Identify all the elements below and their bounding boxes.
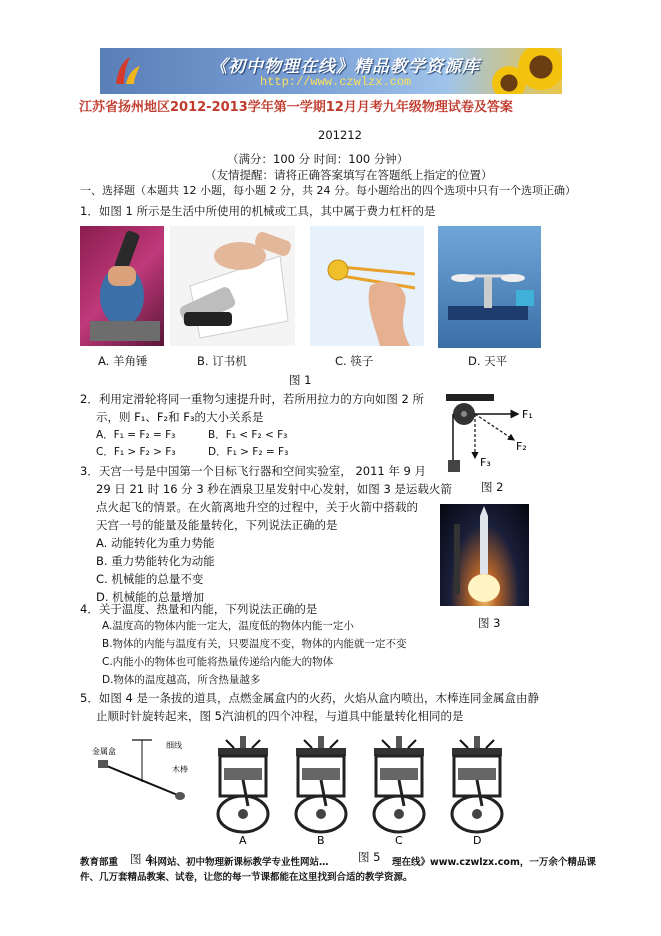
footer-line1-right: 理在线》www.czwlzx.com，一万余个精品课 xyxy=(392,857,596,868)
q4-option-d: D.物体的温度越高，所含热量越多 xyxy=(102,674,261,686)
f2-label: F₂ xyxy=(516,440,527,453)
engine-cylinder-icon xyxy=(296,736,346,832)
metal-box-label: 金属盒 xyxy=(92,747,116,756)
footer-line1-mid: 科网站、初中物理新课标教学专业性网站… xyxy=(148,857,329,868)
q4-stem: 4．关于温度、热量和内能，下列说法正确的是 xyxy=(80,602,318,616)
pulley-diagram xyxy=(442,392,552,480)
stapler-icon xyxy=(170,226,295,346)
q3-line4: 天宫一号的能量及能量转化，下列说法正确的是 xyxy=(96,518,338,532)
stapler-photo xyxy=(170,226,295,346)
figure-1-caption: 图 1 xyxy=(289,373,312,387)
section-heading: 一、选择题（本题共 12 小题，每小题 2 分，共 24 分。每小题给出的四个选项中只有一个选项正确） xyxy=(80,184,576,197)
exam-date: 201212 xyxy=(318,128,362,142)
engine-label-d: D xyxy=(473,834,482,846)
q3-option-c: C. 机械能的总量不变 xyxy=(96,572,204,586)
q1-option-a: A. 羊角锤 xyxy=(98,354,148,368)
hammer-icon xyxy=(80,226,164,346)
footer-line1-left: 教育部重 xyxy=(80,857,119,868)
engine-cylinder-icon xyxy=(218,736,268,832)
f1-label: F₁ xyxy=(522,408,533,421)
chopsticks-icon xyxy=(310,226,424,346)
q5-line2: 止顺时针旋转起来，图 5汽油机的四个冲程，与道具中能量转化相同的是 xyxy=(96,709,464,723)
q1-stem: 1．如图 1 所示是生活中所使用的机械或工具，其中属于费力杠杆的是 xyxy=(80,204,436,218)
sunflower-decoration-icon xyxy=(492,66,526,94)
document-title: 江苏省扬州地区2012-2013学年第一学期12月月考九年级物理试卷及答案 xyxy=(79,100,513,115)
q2-option-b: B．F₁ < F₂ < F₃ xyxy=(208,429,288,441)
engine-cylinder-icon xyxy=(452,736,502,832)
banner-url: http://www.czwlzx.com xyxy=(260,75,412,89)
spinning-prop-diagram xyxy=(92,734,202,832)
f3-label: F₃ xyxy=(480,456,491,469)
score-info: （满分：100 分 时间：100 分钟） xyxy=(227,152,409,166)
banner-title: 《初中物理在线》精品教学资源库 xyxy=(210,57,480,77)
q2-stem-line1: 2．利用定滑轮将同一重物匀速提升时，若所用拉力的方向如图 2 所 xyxy=(80,392,424,406)
engine-label-b: B xyxy=(317,834,325,846)
figure-4-caption: 图 4 xyxy=(130,852,153,866)
q2-stem-line2: 示，则 F₁、F₂和 F₃的大小关系是 xyxy=(96,410,264,424)
engine-label-c: C xyxy=(395,834,403,846)
q1-option-c: C. 筷子 xyxy=(335,354,374,368)
q1-option-b: B. 订书机 xyxy=(197,354,247,368)
q3-option-b: B. 重力势能转化为动能 xyxy=(96,554,215,568)
rocket-launch-photo xyxy=(440,504,529,606)
reminder: （友情提醒：请将正确答案填写在答题纸上指定的位置） xyxy=(205,168,493,182)
stick-label: 木棒 xyxy=(172,765,188,774)
footer-line2: 件、几万套精品教案、试卷，让您的每一节课都能在这里找到合适的教学资源。 xyxy=(80,872,413,883)
logo-icon xyxy=(110,54,144,88)
ceiling-beam xyxy=(446,394,494,401)
metal-box xyxy=(98,760,108,768)
q2-option-c: C．F₁ > F₂ > F₃ xyxy=(96,446,176,458)
q5-line1: 5．如图 4 是一条拔的道具，点燃金属盒内的火药，火焰从盒内喷出，木棒连同金属盒由静 xyxy=(80,691,539,705)
engine-stroke-diagrams xyxy=(212,734,512,846)
claw-hammer-photo xyxy=(80,226,164,346)
balance-scale-icon xyxy=(438,226,541,348)
rope-label: 细线 xyxy=(166,741,182,750)
q4-option-b: B.物体的内能与温度有关，只要温度不变，物体的内能就一定不变 xyxy=(102,638,407,650)
q4-option-a: A.温度高的物体内能一定大，温度低的物体内能一定小 xyxy=(102,620,354,632)
q1-option-d: D. 天平 xyxy=(468,354,508,368)
figure-2-caption: 图 2 xyxy=(481,480,504,494)
chopsticks-photo xyxy=(310,226,424,346)
q2-option-a: A．F₁ = F₂ = F₃ xyxy=(96,429,176,441)
engine-label-a: A xyxy=(239,834,247,846)
q3-line1: 3．天宫一号是中国第一个目标飞行器和空间实验室， 2011 年 9 月 xyxy=(80,464,427,478)
figure-5-caption: 图 5 xyxy=(358,850,381,864)
q2-option-d: D．F₁ > F₂ = F₃ xyxy=(208,446,289,458)
q3-option-d: D. 机械能的总量增加 xyxy=(96,590,205,604)
q4-option-c: C.内能小的物体也可能将热量传递给内能大的物体 xyxy=(102,656,334,668)
q3-option-a: A. 动能转化为重力势能 xyxy=(96,536,215,550)
site-banner xyxy=(100,48,562,94)
weight-block xyxy=(448,460,460,472)
figure-3-caption: 图 3 xyxy=(478,616,501,630)
rocket-icon xyxy=(440,504,529,606)
balance-photo xyxy=(438,226,541,348)
q3-line2: 29 日 21 时 16 分 3 秒在酒泉卫星发射中心发射，如图 3 是运载火箭 xyxy=(96,482,452,496)
engine-cylinder-icon xyxy=(374,736,424,832)
q3-line3: 点火起飞的情景。在火箭离地升空的过程中，关于火箭中搭载的 xyxy=(96,500,418,514)
